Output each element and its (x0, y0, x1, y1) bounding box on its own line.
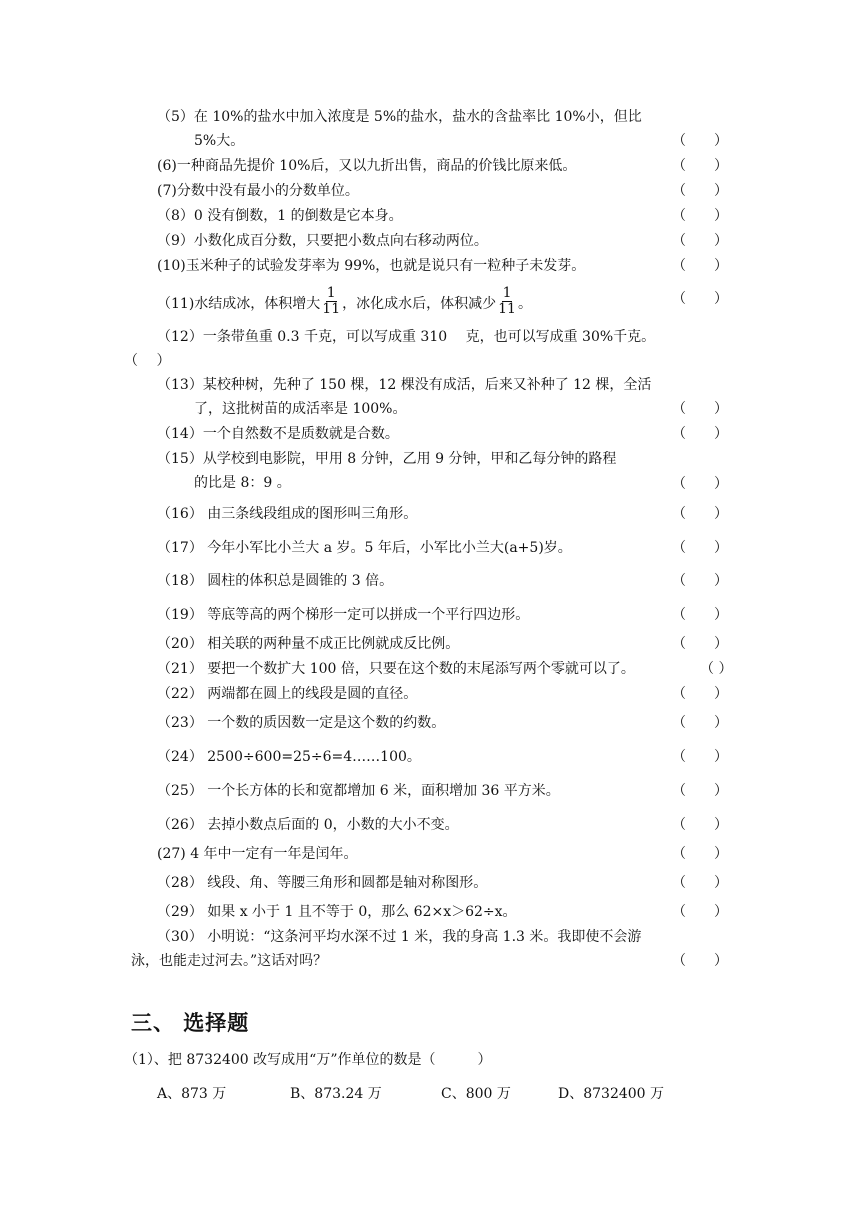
option-d[interactable]: D、8732400 万 (558, 1086, 665, 1102)
item-text: （13）某校种树，先种了 150 棵，12 棵没有成活，后来又补种了 12 棵，全活 (157, 377, 652, 393)
item-text-cont: 泳，也能走过河去。”这话对吗？ (131, 953, 328, 969)
paren-close: ） (714, 158, 728, 174)
judgement-item-29 (0, 901, 860, 925)
judgement-item-30 (0, 926, 860, 950)
item-text: （16） 由三条线段组成的图形叫三角形。 (157, 506, 418, 522)
paren-close: ） (714, 401, 728, 417)
item-text-part: （11)水结成冰，体积增大 (157, 295, 321, 312)
paren-close: ） (714, 817, 728, 833)
item-text: （5）在 10%的盐水中加入浓度是 5%的盐水，盐水的含盐率比 10%小，但比 (157, 109, 642, 125)
judgement-item-9 (0, 230, 860, 254)
answer-blank[interactable] (672, 633, 728, 655)
paren-open: （ (672, 426, 686, 442)
item-text: （17） 今年小军比小兰大 a 岁。5 年后，小军比小兰大(a+5)岁。 (157, 540, 572, 556)
judgement-item-7 (0, 180, 860, 204)
paren-close: ） (714, 573, 728, 589)
judgement-item-13 (0, 374, 860, 398)
answer-blank[interactable] (672, 780, 728, 802)
paren-open: （ (672, 607, 686, 623)
answer-blank[interactable] (672, 901, 728, 923)
paren-open: （ (672, 183, 686, 199)
answer-blank[interactable] (672, 814, 728, 836)
judgement-item-30-cont (0, 950, 860, 974)
item-text: （18） 圆柱的体积总是圆锥的 3 倍。 (157, 573, 394, 589)
paren-open: （ (672, 506, 686, 522)
option-c[interactable]: C、800 万 (441, 1086, 511, 1102)
paren-open: （ (672, 573, 686, 589)
judgement-item-11 (0, 285, 860, 318)
answer-blank[interactable] (672, 712, 728, 734)
section-heading: 三、 选择题 (131, 1011, 250, 1035)
paren-open: （ (672, 904, 686, 920)
choice-options (0, 1083, 860, 1107)
paren-open: （ (672, 715, 686, 731)
paren-close: ） (714, 426, 728, 442)
judgement-item-12-cont (0, 350, 860, 374)
judgement-item-5-cont (0, 130, 860, 154)
judgement-item-8 (0, 205, 860, 229)
paren-open: （ (672, 291, 686, 307)
item-text-part: ，冰化成水后，体积减少 (342, 295, 497, 312)
paren-close: ） (714, 540, 728, 556)
judgement-item-16 (0, 503, 860, 527)
answer-blank[interactable] (672, 537, 728, 559)
item-text: (6)一种商品先提价 10%后，又以九折出售，商品的价钱比原来低。 (157, 158, 577, 174)
item-text: （28） 线段、角、等腰三角形和圆都是轴对称图形。 (157, 875, 488, 891)
paren-close: ） (714, 953, 728, 969)
paren-close: ） (714, 258, 728, 274)
item-text: （14）一个自然数不是质数就是合数。 (157, 426, 399, 442)
item-text: （23） 一个数的质因数一定是这个数的约数。 (157, 715, 446, 731)
answer-blank[interactable] (672, 570, 728, 592)
judgement-item-25 (0, 780, 860, 804)
paren-close: ） (714, 636, 728, 652)
paren-close: ） (714, 904, 728, 920)
answer-blank[interactable] (672, 683, 728, 705)
paren-close: ） (714, 875, 728, 891)
paren-close: ） (714, 607, 728, 623)
item-text: （19） 等底等高的两个梯形一定可以拼成一个平行四边形。 (157, 607, 530, 623)
paren-open: （ (672, 749, 686, 765)
paren-close: ） (714, 846, 728, 862)
item-text: （22） 两端都在圆上的线段是圆的直径。 (157, 686, 418, 702)
paren-open: （ (672, 133, 686, 149)
judgement-item-12 (0, 326, 860, 350)
fraction (322, 286, 340, 317)
item-text: （20） 相关联的两种量不成正比例就成反比例。 (157, 636, 460, 652)
judgement-item-22 (0, 683, 860, 707)
paren-open: （ (672, 233, 686, 249)
fraction (498, 286, 516, 317)
paren-close: ） (714, 133, 728, 149)
item-text: (10)玉米种子的试验发芽率为 99%，也就是说只有一粒种子未发芽。 (157, 258, 586, 274)
fraction-denominator: 11 (322, 301, 341, 317)
judgement-item-17 (0, 537, 860, 561)
answer-blank[interactable] (672, 843, 728, 865)
answer-blank[interactable] (672, 473, 728, 495)
item-text: (7)分数中没有最小的分数单位。 (157, 183, 359, 199)
answer-blank[interactable] (672, 746, 728, 768)
answer-blank[interactable] (672, 423, 728, 445)
paren-close: ） (714, 715, 728, 731)
fraction-numerator: 1 (326, 285, 336, 301)
judgement-item-27 (0, 843, 860, 867)
item-text: （9）小数化成百分数，只要把小数点向右移动两位。 (157, 233, 488, 249)
judgement-item-10 (0, 255, 860, 279)
judgement-item-13-cont (0, 398, 860, 422)
answer-blank[interactable] (672, 255, 728, 277)
item-text: （15）从学校到电影院，甲用 8 分钟，乙用 9 分钟，甲和乙每分钟的路程 (157, 451, 617, 467)
item-text: (27) 4 年中一定有一年是闰年。 (157, 846, 358, 862)
judgement-item-21 (0, 658, 860, 682)
choice-question-1 (0, 1049, 860, 1073)
option-b[interactable]: B、873.24 万 (290, 1086, 382, 1102)
paren-close: ） (714, 476, 728, 492)
paren-open: （ (672, 158, 686, 174)
answer-blank[interactable] (672, 130, 728, 152)
paren-close: ） (714, 749, 728, 765)
judgement-item-15-blank (0, 473, 860, 497)
judgement-item-18 (0, 570, 860, 594)
paren-close: ） (714, 208, 728, 224)
item-text: （12）一条带鱼重 0.3 千克，可以写成重 310 克，也可以写成重 30%千克。 (157, 329, 656, 345)
item-text: （30） 小明说：“这条河平均水深不过 1 米，我的身高 1.3 米。我即使不会游 (157, 929, 642, 945)
judgement-item-20 (0, 633, 860, 657)
paren-close: ） (714, 183, 728, 199)
paren-open: （ (672, 540, 686, 556)
fraction-denominator: 11 (498, 301, 516, 317)
paren-open: （ (672, 953, 686, 969)
paren-open: （ (672, 686, 686, 702)
paren-open: （ (672, 846, 686, 862)
answer-blank[interactable] (672, 230, 728, 252)
paren-close: ） (714, 233, 728, 249)
answer-blank[interactable] (672, 180, 728, 202)
paren-open: （ (672, 783, 686, 799)
judgement-item-15 (0, 448, 860, 472)
paren-open: （ (672, 208, 686, 224)
judgement-item-6 (0, 155, 860, 179)
judgement-item-23 (0, 712, 860, 736)
answer-blank[interactable] (672, 503, 728, 525)
answer-blank[interactable] (672, 155, 728, 177)
item-text-cont: 5%大。 (194, 133, 245, 149)
judgement-item-19 (0, 604, 860, 628)
item-text: （26） 去掉小数点后面的 0，小数的大小不变。 (157, 817, 459, 833)
answer-blank[interactable] (672, 950, 728, 972)
paren-open: （ (672, 636, 686, 652)
question-text: （1）、把 8732400 改写成用“万”作单位的数是（ ） (124, 1052, 492, 1068)
paren-close: ） (714, 686, 728, 702)
paren-open: （ (672, 817, 686, 833)
paren-open: （ (672, 875, 686, 891)
answer-blank[interactable] (672, 398, 728, 420)
item-text-part: 。 (517, 295, 532, 312)
answer-blank[interactable] (672, 872, 728, 894)
answer-blank[interactable] (672, 288, 728, 310)
item-text-with-fractions (157, 285, 728, 319)
fraction-numerator: 1 (502, 285, 512, 301)
answer-blank[interactable] (672, 205, 728, 227)
judgement-item-24 (0, 746, 860, 770)
judgement-item-5 (0, 106, 860, 130)
answer-blank-inline[interactable]: （ ） (124, 353, 171, 369)
item-text: （29） 如果 x 小于 1 且不等于 0，那么 62×x＞62÷x。 (157, 904, 517, 920)
judgement-item-26 (0, 814, 860, 838)
judgement-item-14 (0, 423, 860, 447)
item-text: （21） 要把一个数扩大 100 倍，只要在这个数的末尾添写两个零就可以了。 (157, 661, 635, 677)
paren-open: （ (672, 258, 686, 274)
item-text-cont: 了，这批树苗的成活率是 100%。 (194, 401, 407, 417)
paren-open: （ (672, 476, 686, 492)
judgement-item-28 (0, 872, 860, 896)
answer-blank-inline[interactable]: （ ） (700, 661, 733, 677)
paren-close: ） (714, 291, 728, 307)
paren-close: ） (714, 506, 728, 522)
paren-open: （ (672, 401, 686, 417)
answer-blank[interactable] (672, 604, 728, 626)
option-a[interactable]: A、873 万 (157, 1086, 227, 1102)
item-text: （25） 一个长方体的长和宽都增加 6 米，面积增加 36 平方米。 (157, 783, 560, 799)
paren-close: ） (714, 783, 728, 799)
item-text: （24） 2500÷600=25÷6=4……100。 (157, 749, 421, 765)
item-text: （8）0 没有倒数，1 的倒数是它本身。 (157, 208, 403, 224)
item-text-cont: 的比是 8：9 。 (194, 475, 291, 491)
